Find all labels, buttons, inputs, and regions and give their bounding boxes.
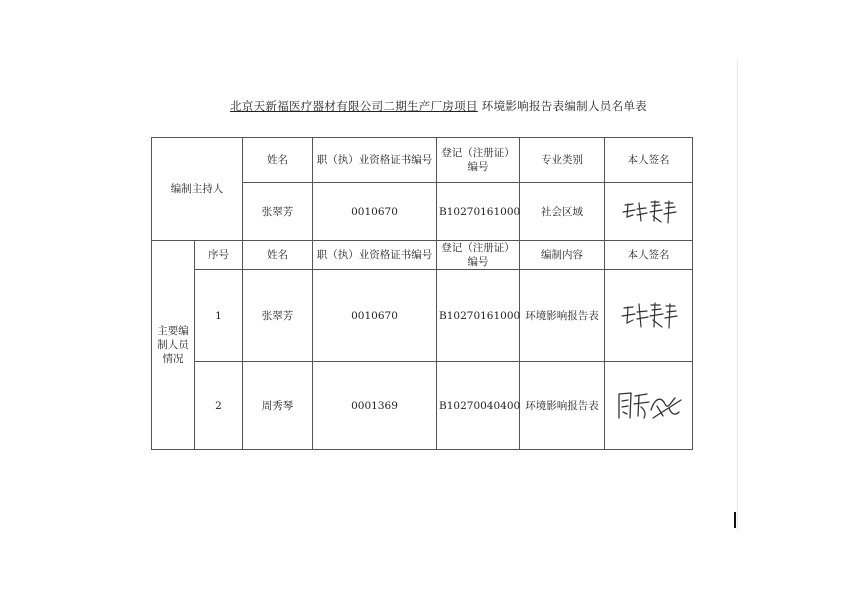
- staff-name: 张翠芳: [243, 270, 313, 362]
- host-category-header: 专业类别: [520, 138, 605, 183]
- host-signature-header: 本人签名: [605, 138, 693, 183]
- host-reg-header: 登记（注册证）编号: [437, 138, 520, 183]
- staff-reg-header: 登记（注册证）编号: [437, 241, 520, 270]
- host-category: 社会区域: [520, 183, 605, 241]
- host-section-label: 编制主持人: [152, 138, 243, 241]
- staff-header-row: [152, 241, 693, 270]
- handwritten-signature-zhang: [618, 299, 680, 333]
- staff-cert: 0001369: [313, 362, 437, 450]
- staff-list-table: [151, 137, 693, 450]
- scan-edge-line: [737, 60, 738, 530]
- host-name-header: 姓名: [243, 138, 313, 183]
- staff-content: 环境影响报告表: [520, 270, 605, 362]
- staff-section-label: 主要编制人员情况: [152, 241, 195, 450]
- staff-row: [152, 270, 693, 362]
- host-name: 张翠芳: [243, 183, 313, 241]
- staff-name-header: 姓名: [243, 241, 313, 270]
- staff-name: 周秀琴: [243, 362, 313, 450]
- staff-reg: B10270040400: [437, 362, 520, 450]
- staff-content-header: 编制内容: [520, 241, 605, 270]
- staff-signature-cell: [605, 270, 693, 362]
- host-header-row: [152, 138, 693, 183]
- handwritten-signature-zhang: [619, 197, 679, 227]
- staff-reg: B10270161000: [437, 270, 520, 362]
- staff-no-header: 序号: [195, 241, 243, 270]
- table-name: 环境影响报告表编制人员名单表: [481, 99, 647, 113]
- staff-no: 1: [195, 270, 243, 362]
- host-cert: 0010670: [313, 183, 437, 241]
- host-signature-cell: [605, 183, 693, 241]
- handwritten-signature-zhou: [613, 388, 685, 424]
- staff-cert-header: 职（执）业资格证书编号: [313, 241, 437, 270]
- host-cert-header: 职（执）业资格证书编号: [313, 138, 437, 183]
- project-name: 北京天新福医疗器材有限公司二期生产厂房项目: [230, 99, 478, 113]
- staff-no: 2: [195, 362, 243, 450]
- staff-signature-header: 本人签名: [605, 241, 693, 270]
- host-reg: B10270161000: [437, 183, 520, 241]
- scan-edge-mark: [734, 512, 736, 528]
- staff-row: [152, 362, 693, 450]
- staff-cert: 0010670: [313, 270, 437, 362]
- page-title: [230, 98, 647, 114]
- staff-content: 环境影响报告表: [520, 362, 605, 450]
- staff-signature-cell: [605, 362, 693, 450]
